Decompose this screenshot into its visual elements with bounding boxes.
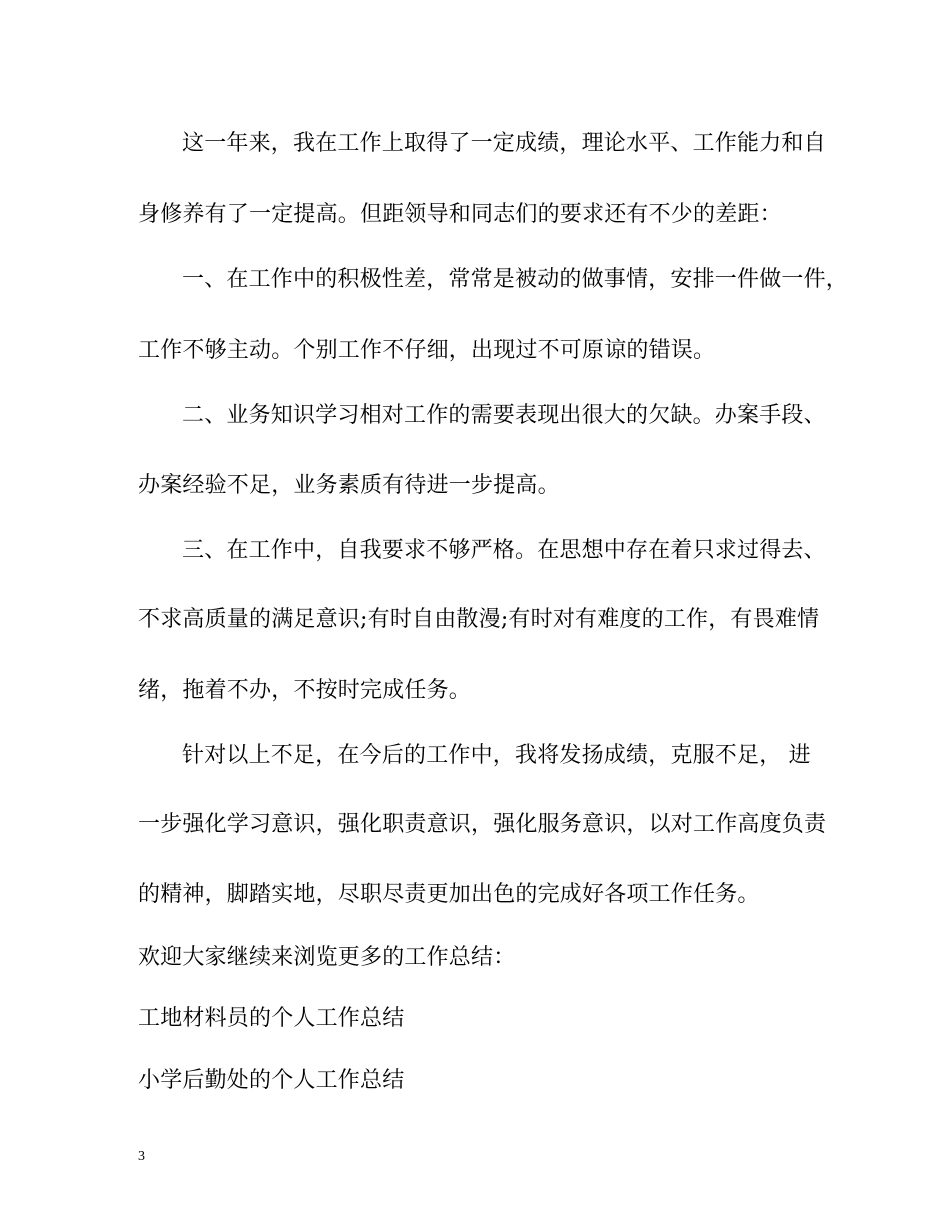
related-links-heading: 欢迎大家继续来浏览更多的工作总结： xyxy=(138,945,516,970)
paragraph-line: 绪，拖着不办，不按时完成任务。 xyxy=(138,678,472,703)
paragraph-line: 一步强化学习意识，强化职责意识，强化服务意识，以对工作高度负责 xyxy=(138,812,827,837)
paragraph-line: 身修养有了一定提高。但距领导和同志们的要求还有不少的差距： xyxy=(138,202,782,227)
paragraph-line: 工作不够主动。个别工作不仔细，出现过不可原谅的错误。 xyxy=(138,338,716,363)
paragraph-line: 针对以上不足，在今后的工作中，我将发扬成绩，克服不足， 进 xyxy=(182,743,811,768)
related-link[interactable]: 工地材料员的个人工作总结 xyxy=(138,1006,405,1031)
paragraph-line: 三、在工作中，自我要求不够严格。在思想中存在着只求过得去、 xyxy=(182,538,826,563)
paragraph-line: 不求高质量的满足意识;有时自由散漫;有时对有难度的工作，有畏难情 xyxy=(138,607,820,632)
paragraph-line: 办案经验不足，业务素质有待进一步提高。 xyxy=(138,473,560,498)
related-link[interactable]: 小学后勤处的个人工作总结 xyxy=(138,1068,405,1093)
paragraph-line: 二、业务知识学习相对工作的需要表现出很大的欠缺。办案手段、 xyxy=(182,403,826,428)
page-number: 3 xyxy=(138,1149,145,1164)
paragraph-line: 这一年来，我在工作上取得了一定成绩，理论水平、工作能力和自 xyxy=(182,131,826,156)
paragraph-line: 的精神，脚踏实地，尽职尽责更加出色的完成好各项工作任务。 xyxy=(138,882,760,907)
paragraph-line: 一、在工作中的积极性差，常常是被动的做事情，安排一件做一件， xyxy=(182,267,849,292)
